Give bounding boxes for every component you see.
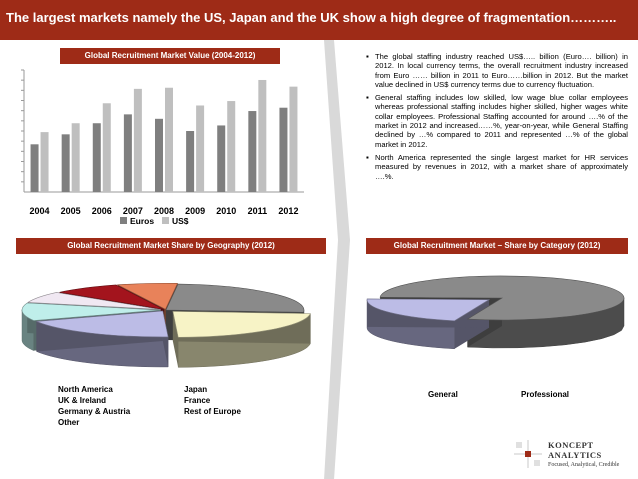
- legend-swatch-euros: [120, 217, 127, 224]
- commentary-bullet: ▪ The global staffing industry reached US$….. billion (Euro…. billion) in 2012. In local currency terms, the overall recruitment industry increased from Euro …… billion in 2011 to Euro……billion in 2012. But the market value declined in US$ currency terms due to currency fluctuation.: [366, 52, 628, 89]
- x-tick-label: 2011: [247, 206, 268, 216]
- category-legend-general: General: [428, 390, 458, 399]
- slide-title-bar: [0, 0, 638, 40]
- geo-chart-header: Global Recruitment Market Share by Geography (2012): [16, 238, 326, 254]
- x-tick-label: 2006: [91, 206, 112, 216]
- geo-legend-item: Germany & Austria: [58, 407, 131, 416]
- category-chart-header: Global Recruitment Market – Share by Category (2012): [366, 238, 628, 254]
- bar-euros-2007: [124, 114, 132, 192]
- bar-euros-2009: [186, 131, 194, 192]
- x-tick-label: 2012: [278, 206, 299, 216]
- slide-title: The largest markets namely the US, Japan and the UK show a high degree of fragmentation………..: [6, 10, 617, 25]
- commentary-bullet: ▪ North America represented the single largest market for HR services measured by revenues in 2012, with a market share of approximately ….%.: [366, 153, 628, 181]
- x-tick-label: 2009: [185, 206, 206, 216]
- x-tick-label: 2004: [29, 206, 50, 216]
- geo-legend-item: UK & Ireland: [58, 396, 107, 405]
- category-legend-professional: Professional: [521, 390, 570, 399]
- bar-us-2008: [165, 88, 173, 192]
- bar-us-2010: [227, 101, 235, 192]
- geo-legend-item: North America: [58, 385, 113, 394]
- bar-euros-2012: [279, 108, 287, 192]
- bar-us-2004: [41, 132, 49, 192]
- bar-us-2011: [258, 80, 266, 192]
- value-bar-chart: [8, 64, 308, 234]
- geo-legend-item: France: [184, 396, 211, 405]
- legend-label: Euros: [130, 216, 155, 226]
- legend-swatch-us: [162, 217, 169, 224]
- bar-us-2009: [196, 105, 204, 192]
- geo-pie-slice-north-america: [166, 284, 304, 312]
- geo-legend-col1: [58, 384, 130, 428]
- bar-us-2007: [134, 89, 142, 192]
- geo-legend-col2: [184, 384, 241, 417]
- geo-pie-chart: [16, 272, 326, 382]
- geo-legend-item: Japan: [184, 385, 208, 394]
- value-bar-chart-svg: [8, 64, 308, 234]
- geo-legend-item: Rest of Europe: [184, 407, 241, 416]
- geo-legend-item: Other: [58, 418, 80, 427]
- bar-us-2006: [103, 103, 111, 192]
- logo-name: KONCEPT ANALYTICS: [548, 440, 602, 460]
- bar-euros-2008: [155, 119, 163, 192]
- value-chart-header: Global Recruitment Market Value (2004-2012): [60, 48, 280, 64]
- commentary-list: [366, 52, 628, 185]
- x-tick-label: 2007: [122, 206, 143, 216]
- bar-us-2012: [289, 87, 297, 192]
- legend-label: US$: [172, 216, 189, 226]
- x-tick-label: 2008: [153, 206, 175, 216]
- x-tick-label: 2010: [216, 206, 237, 216]
- commentary-bullet: ▪ General staffing includes low skilled, low wage blue collar employees whereas professional staffing includes higher skilled, higher wages white collar employees. Professional Staffing accounted for around ….% of the market in 2012 and increased……%, year-on-year, while General Staffing declined by …% compared to 2011 and represented …% of the global market in 2012.: [366, 93, 628, 149]
- bar-euros-2004: [31, 144, 39, 192]
- bar-euros-2006: [93, 123, 101, 192]
- bar-euros-2005: [62, 134, 70, 192]
- bar-us-2005: [72, 123, 80, 192]
- x-tick-label: 2005: [60, 206, 81, 216]
- logo-tagline: Focused, Analytical, Credible: [548, 462, 620, 468]
- bar-euros-2011: [248, 111, 256, 192]
- bar-euros-2010: [217, 125, 225, 192]
- company-logo: [512, 438, 630, 474]
- logo-mark-icon: [512, 438, 544, 470]
- chevron-divider-icon: [324, 40, 350, 479]
- category-pie-chart: [366, 268, 628, 378]
